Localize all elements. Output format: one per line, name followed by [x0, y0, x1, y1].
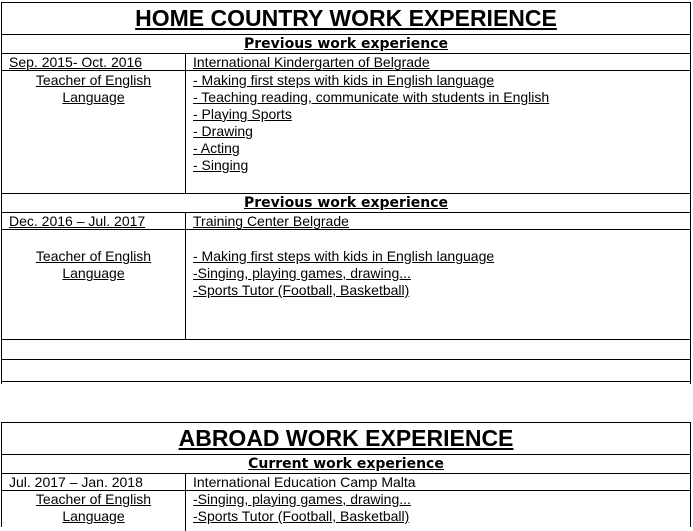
abroad-role-line1: Teacher of English [35, 491, 152, 507]
home-work-experience-table [1, 2, 691, 384]
duty-item: - Making first steps with kids in English language [193, 72, 495, 88]
duty-item: - Acting [193, 140, 240, 156]
duty-item: -Singing, playing games, drawing... [193, 491, 411, 507]
duty-item: - Making first steps with kids in English language [193, 248, 495, 264]
block2-role-line2: Language [62, 265, 125, 281]
abroad-institution: International Education Camp Malta [193, 474, 416, 490]
block2-institution: Training Center Belgrade [193, 213, 349, 229]
empty-row [2, 360, 690, 382]
duty-item: - Singing [193, 157, 249, 173]
block1-duties-list [186, 71, 690, 193]
abroad-subtitle: Current work experience [2, 455, 690, 474]
home-section-title: HOME COUNTRY WORK EXPERIENCE [2, 3, 690, 35]
abroad-header-row [2, 474, 690, 491]
empty-row [2, 340, 690, 360]
block1-institution: International Kindergarten of Belgrade [193, 54, 430, 70]
block2-role-line1: Teacher of English [35, 248, 152, 264]
abroad-date: Jul. 2017 – Jan. 2018 [9, 474, 143, 490]
block1-subtitle: Previous work experience [2, 35, 690, 54]
block1-date: Sep. 2015- Oct. 2016 [9, 54, 143, 70]
block1-header-row [2, 54, 690, 71]
block2-date: Dec. 2016 – Jul. 2017 [9, 213, 146, 229]
block1-details-row [2, 71, 690, 194]
block2-header-row [2, 213, 690, 230]
abroad-work-experience-table [1, 422, 691, 527]
duty-item: - Teaching reading, communicate with students in English [193, 89, 550, 105]
block2-subtitle: Previous work experience [2, 194, 690, 213]
abroad-duties-list [186, 491, 690, 531]
duty-item: -Sports Tutor (Football, Basketball) [193, 508, 410, 524]
block1-role-line2: Language [62, 89, 125, 105]
block1-role-line1: Teacher of English [35, 72, 152, 88]
duty-item: -Singing, playing games, drawing... [193, 265, 411, 281]
duty-item: - Drawing [193, 123, 253, 139]
abroad-details-row [2, 491, 690, 531]
abroad-section-title: ABROAD WORK EXPERIENCE [2, 423, 690, 455]
block2-duties-list [186, 230, 690, 339]
block2-details-row [2, 230, 690, 340]
duty-item: -Sports Tutor (Football, Basketball) [193, 282, 410, 298]
duty-item: - Playing Sports [193, 106, 292, 122]
abroad-role-line2: Language [62, 508, 125, 524]
